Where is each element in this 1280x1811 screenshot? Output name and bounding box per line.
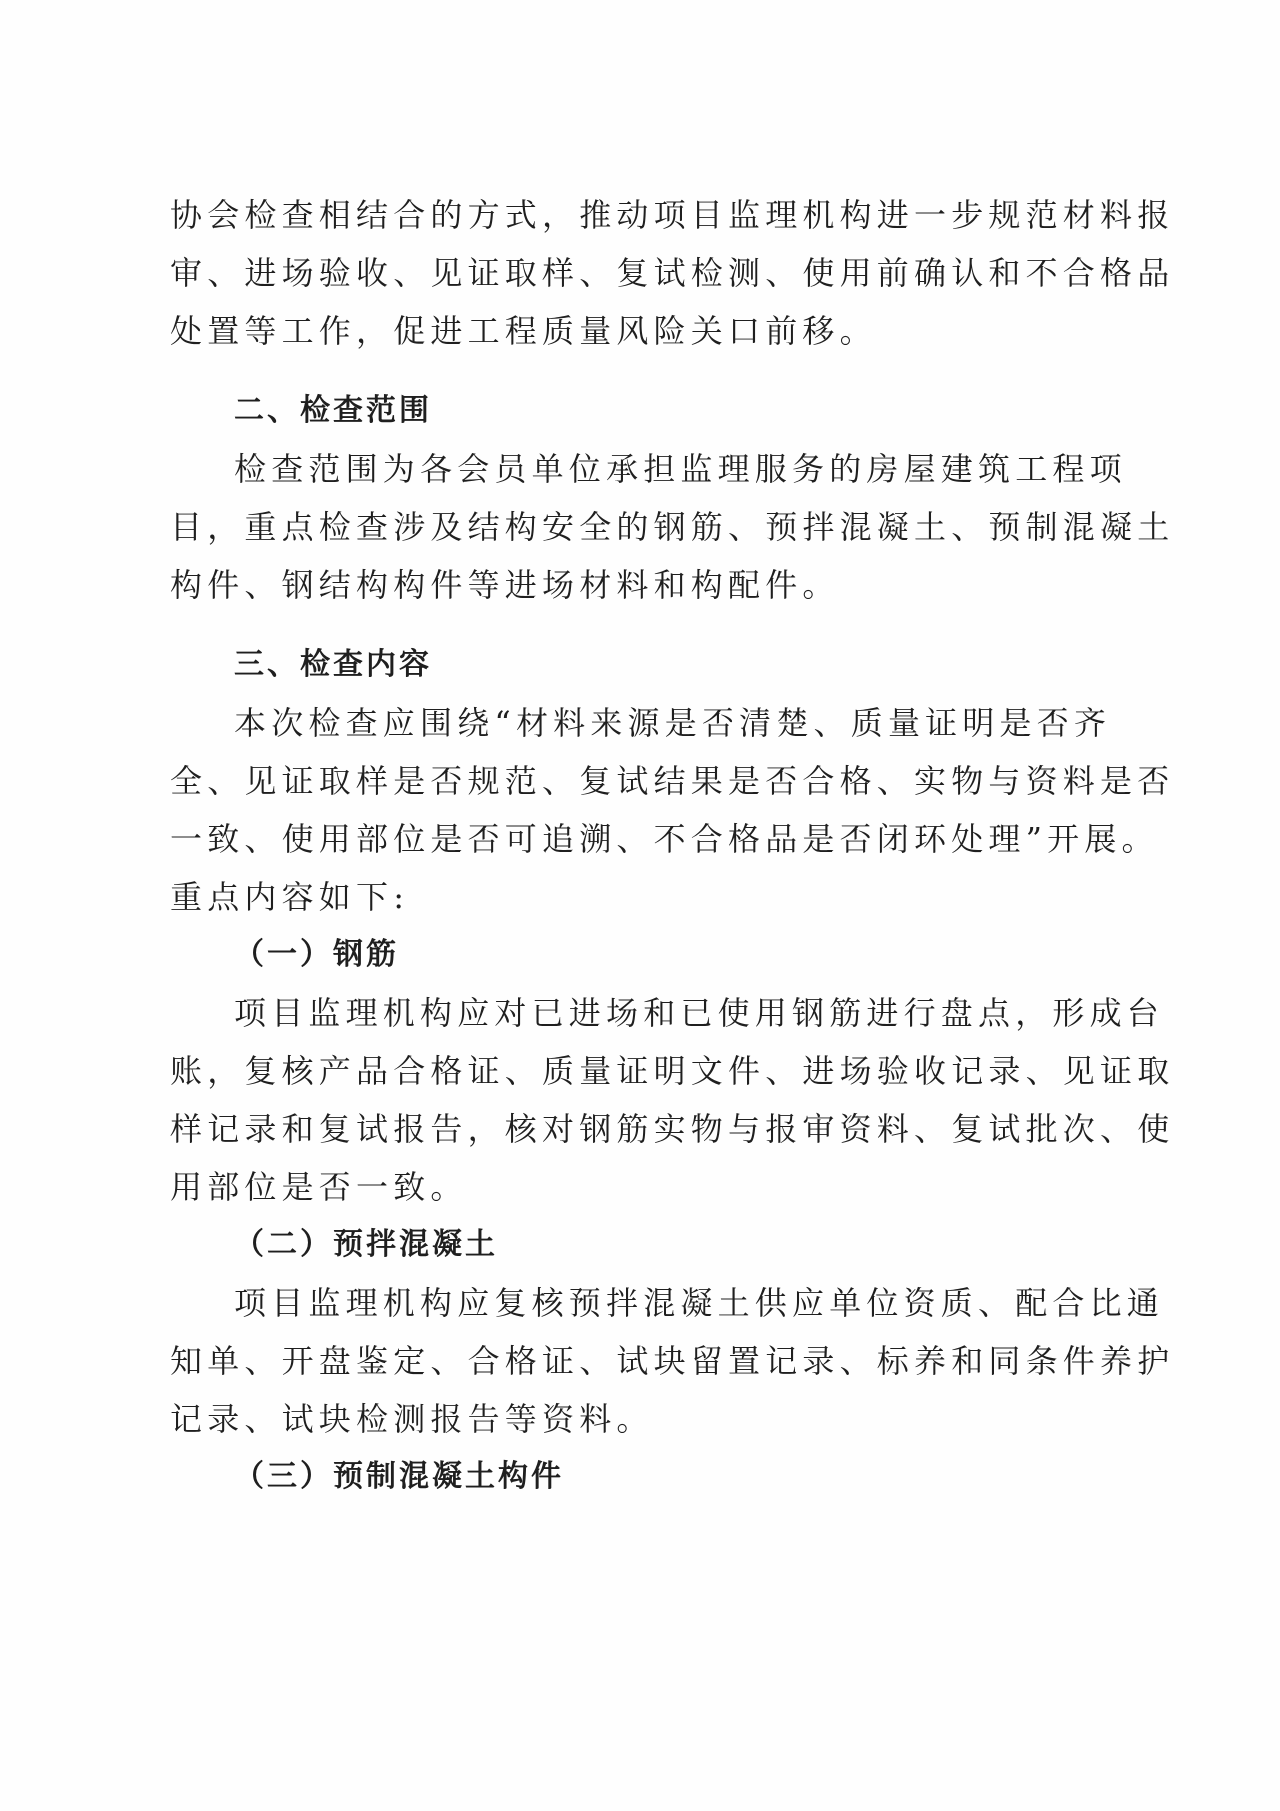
subsection-heading: （一）钢筋 [234, 937, 399, 972]
body-text-line: 用部位是否一致。 [170, 1168, 468, 1206]
body-text-line: 审、进场验收、见证取样、复试检测、使用前确认和不合格品 [170, 254, 1175, 292]
body-text-line: 构件、钢结构构件等进场材料和构配件。 [170, 566, 840, 604]
body-text-line: 目，重点检查涉及结构安全的钢筋、预拌混凝土、预制混凝土 [170, 508, 1175, 546]
body-text-line: 账，复核产品合格证、质量证明文件、进场验收记录、见证取 [170, 1052, 1175, 1090]
body-text-line: 全、见证取样是否规范、复试结果是否合格、实物与资料是否 [170, 762, 1175, 800]
section-heading: 二、检查范围 [234, 393, 432, 428]
body-text-line: 检查范围为各会员单位承担监理服务的房屋建筑工程项 [234, 450, 1127, 488]
document-body [170, 186, 1175, 1506]
body-text-line: 重点内容如下: [170, 878, 410, 916]
body-text-line: 协会检查相结合的方式，推动项目监理机构进一步规范材料报 [170, 196, 1175, 234]
body-text-line: 本次检查应围绕“材料来源是否清楚、质量证明是否齐 [234, 704, 1112, 742]
body-text-line: 项目监理机构应复核预拌混凝土供应单位资质、配合比通 [234, 1284, 1165, 1322]
body-text-line: 记录、试块检测报告等资料。 [170, 1400, 654, 1438]
body-text-line: 知单、开盘鉴定、合格证、试块留置记录、标养和同条件养护 [170, 1342, 1175, 1380]
subsection-heading: （二）预拌混凝土 [234, 1227, 498, 1262]
subsection-heading: （三）预制混凝土构件 [234, 1459, 564, 1494]
body-text-line: 处置等工作，促进工程质量风险关口前移。 [170, 312, 877, 350]
body-text-line: 一致、使用部位是否可追溯、不合格品是否闭环处理”开展。 [170, 820, 1159, 858]
section-heading: 三、检查内容 [234, 647, 432, 682]
body-text-line: 项目监理机构应对已进场和已使用钢筋进行盘点，形成台 [234, 994, 1165, 1032]
body-text-line: 样记录和复试报告，核对钢筋实物与报审资料、复试批次、使 [170, 1110, 1175, 1148]
